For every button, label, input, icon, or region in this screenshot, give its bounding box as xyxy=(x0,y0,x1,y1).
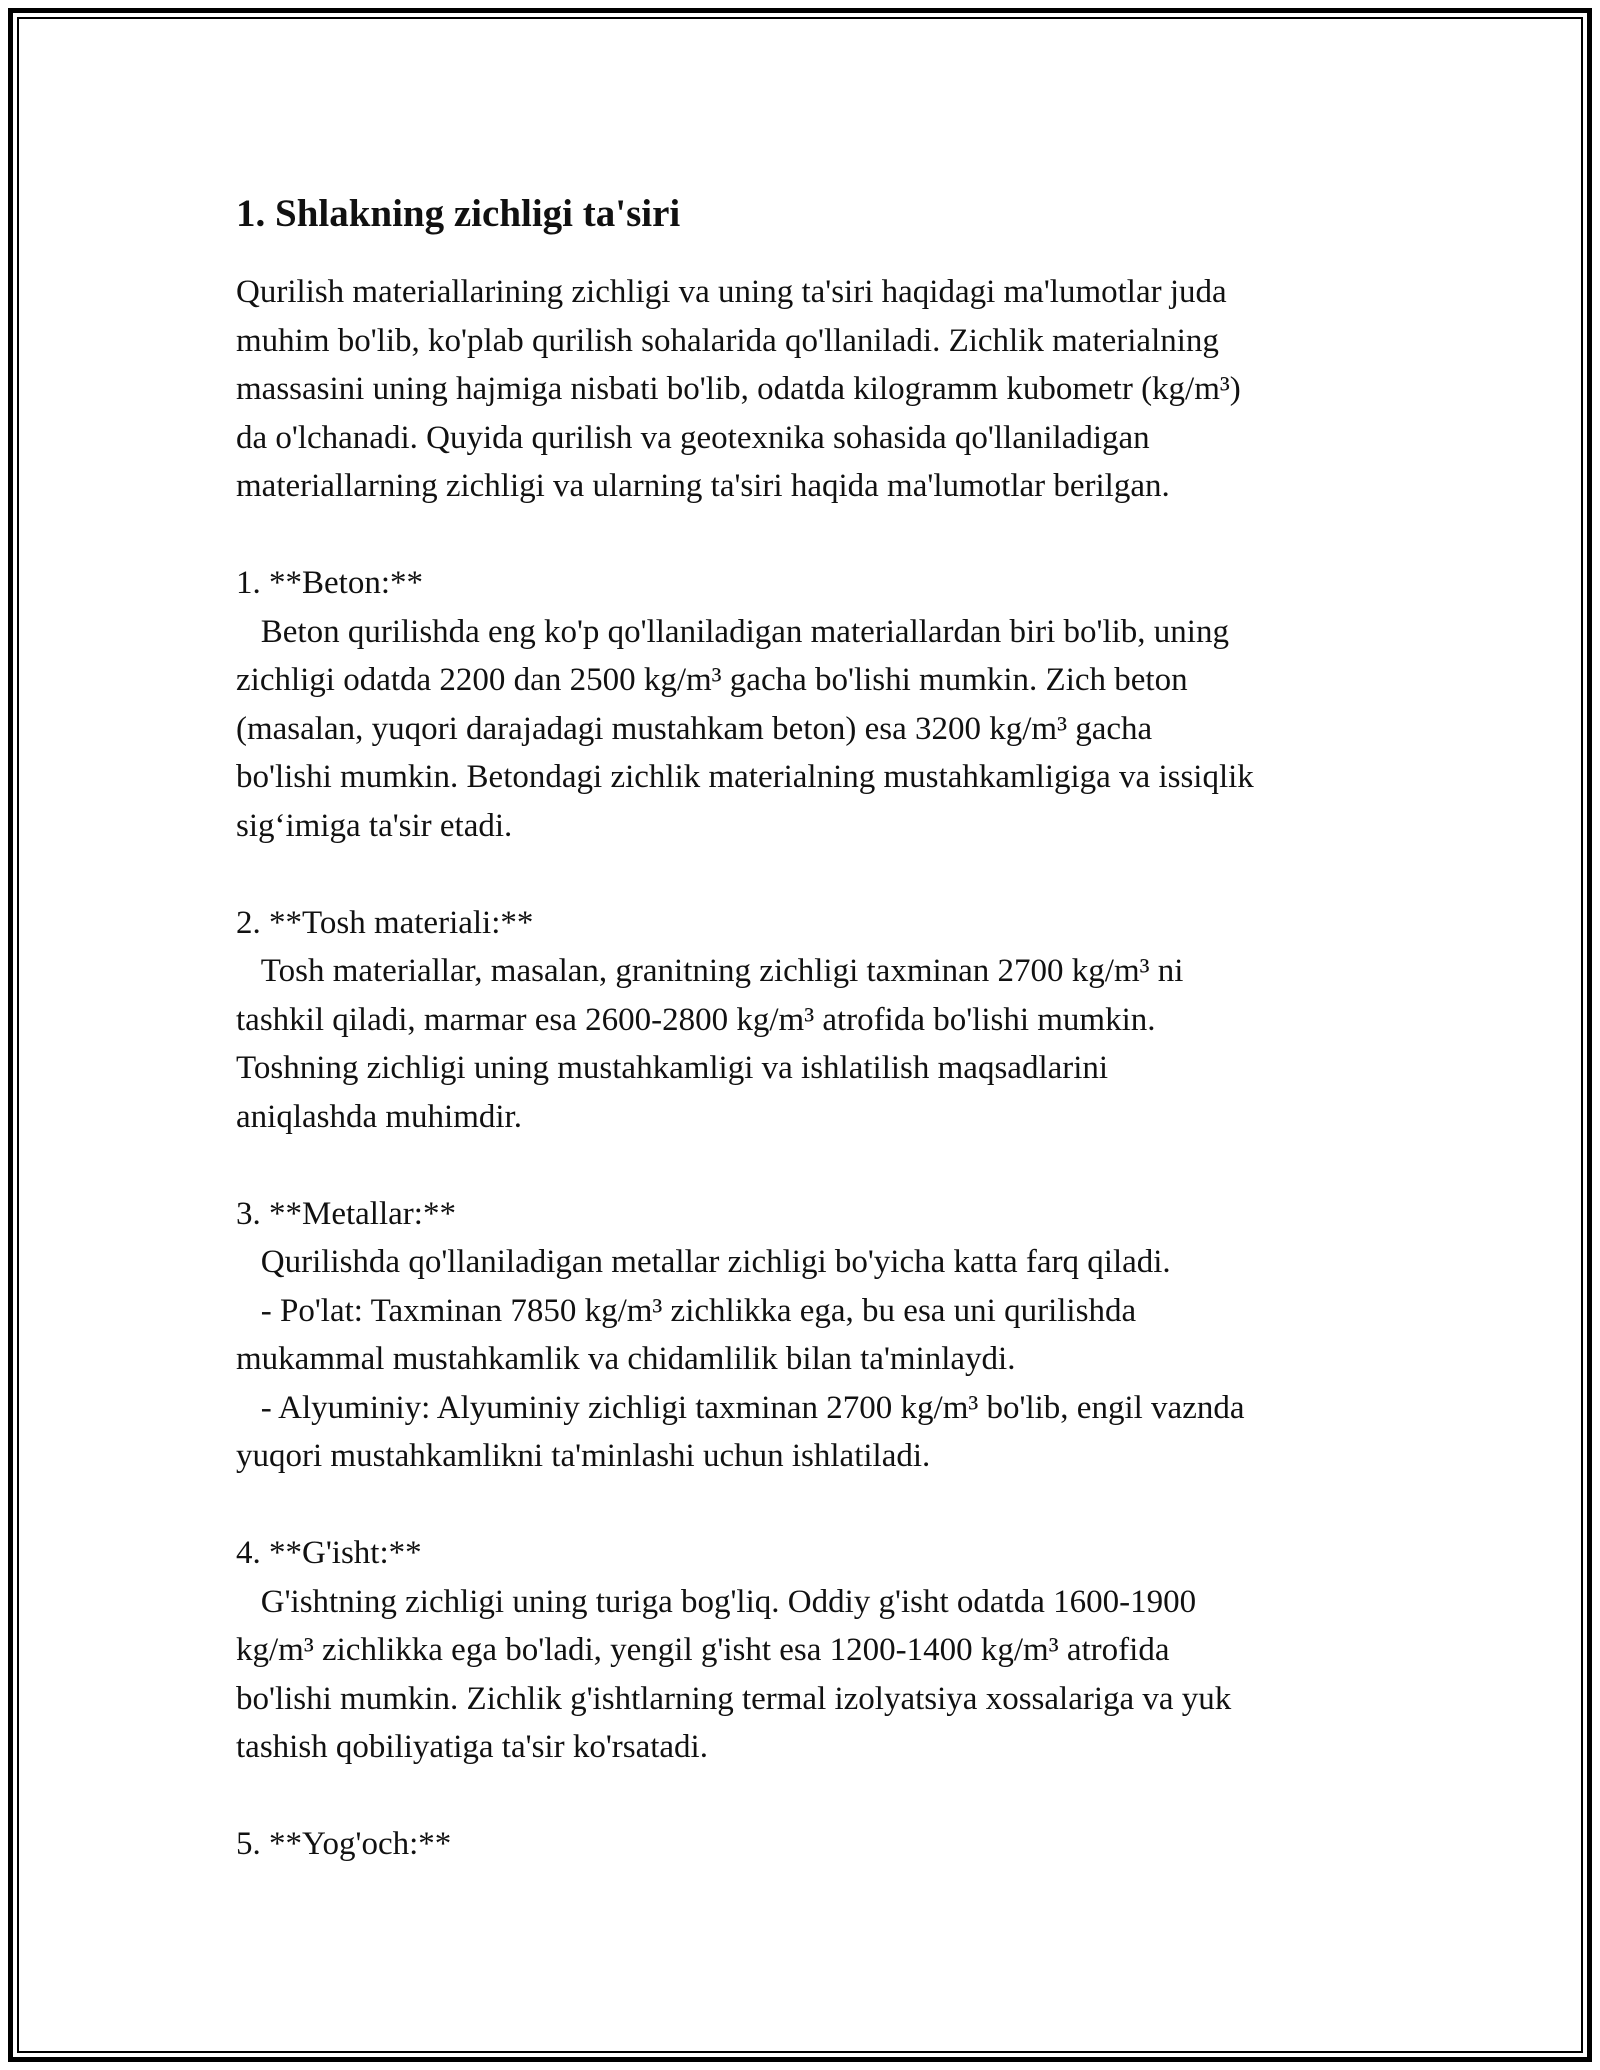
document-title: 1. Shlakning zichligi ta'siri xyxy=(236,192,681,235)
document-body: Qurilish materiallarining zichligi va uning ta'siri haqidagi ma'lumotlar juda muhim bo'lib, ko'plab qurilish sohalarida qo'llaniladi. Zichlik materialning massasini uning hajmiga nisbati bo'lib, odatda kilogramm kubometr (kg/m³) da o'lchanadi. Quyida qurilish va geotexnika sohasida qo'llaniladigan materiallarning zichligi va ularning ta'siri haqida ma'lumotlar berilgan. 1. **Beton:** Beton qurilishda eng ko'p qo'llaniladigan materiallardan biri bo'lib, uning zichligi odatda 2200 dan 2500 kg/m³ gacha bo'lishi mumkin. Zich beton (masalan, yuqori darajadagi mustahkam beton) esa 3200 kg/m³ gacha bo'lishi mumkin. Betondagi zichlik materialning mustahkamligiga va issiqlik sig‘imiga ta'sir etadi. 2. **Tosh materiali:** Tosh materiallar, masalan, granitning zichligi taxminan 2700 kg/m³ ni tashkil qiladi, marmar esa 2600-2800 kg/m³ atrofida bo'lishi mumkin. Toshning zichligi uning mustahkamligi va ishlatilish maqsadlarini aniqlashda muhimdir. 3. **Metallar:** Qurilishda qo'llaniladigan metallar zichligi bo'yicha katta farq qiladi. - Po'lat: Taxminan 7850 kg/m³ zichlikka ega, bu esa uni qurilishda mukammal mustahkamlik va chidamlilik bilan ta'minlaydi. - Alyuminiy: Alyuminiy zichligi taxminan 2700 kg/m³ bo'lib, engil vaznda yuqori mustahkamlikni ta'minlashi uchun ishlatiladi. 4. **G'isht:** G'ishtning zichligi uning turiga bog'liq. Oddiy g'isht odatda 1600-1900 kg/m³ zichlikka ega bo'ladi, yengil g'isht esa 1200-1400 kg/m³ atrofida bo'lishi mumkin. Zichlik g'ishtlarning termal izolyatsiya xossalariga va yuk tashish qobiliyatiga ta'sir ko'rsatadi. 5. **Yog'och:** xyxy=(236,274,1254,1862)
document-page xyxy=(236,186,1386,1869)
